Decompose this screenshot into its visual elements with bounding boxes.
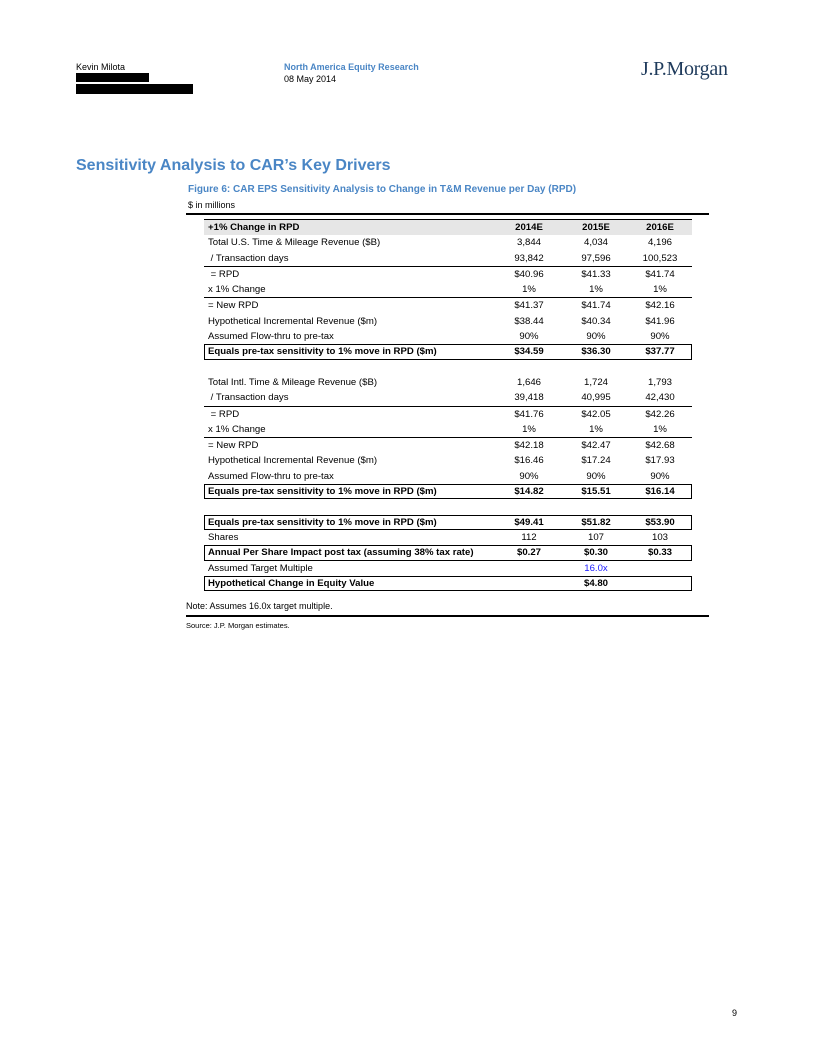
table-row: [204, 329, 692, 344]
figure-bottom-rule: [186, 615, 709, 617]
row-label: = New RPD: [208, 300, 259, 312]
cell: 1%: [653, 423, 667, 435]
table-row: [204, 469, 692, 484]
cell: 1%: [522, 423, 536, 435]
cell: $41.74: [581, 300, 611, 312]
row-label: Hypothetical Incremental Revenue ($m): [208, 455, 378, 467]
cell: $16.46: [514, 455, 544, 467]
target-multiple-input: 16.0x: [584, 562, 608, 574]
cell: 90%: [650, 331, 670, 343]
row-label: Equals pre-tax sensitivity to 1% move in RPD ($m): [208, 516, 437, 528]
sensitivity-table: [204, 219, 692, 591]
cell: $40.96: [514, 268, 544, 280]
cell: $4.80: [583, 577, 608, 589]
shares-row: [204, 530, 692, 545]
cell: 93,842: [514, 252, 544, 264]
row-label: Assumed Flow-thru to pre-tax: [208, 331, 334, 343]
cell: 1%: [522, 284, 536, 296]
research-group: North America Equity Research: [284, 62, 419, 72]
row-label: Total U.S. Time & Mileage Revenue ($B): [208, 237, 381, 249]
row-spacer: [204, 360, 692, 375]
cell: $51.82: [581, 516, 611, 528]
cell: $40.34: [581, 315, 611, 327]
table-row: [204, 406, 692, 422]
cell: $42.16: [645, 300, 675, 312]
author-name: Kevin Milota: [76, 62, 126, 72]
section-title: Sensitivity Analysis to CAR’s Key Drivers: [76, 157, 391, 174]
page-number: 9: [732, 1008, 738, 1018]
cell: 1,724: [583, 376, 608, 388]
row-label: Shares: [208, 531, 239, 543]
row-label: Assumed Flow-thru to pre-tax: [208, 470, 334, 482]
figure-title: Figure 6: CAR EPS Sensitivity Analysis to Change in T&M Revenue per Day (RPD): [188, 184, 577, 195]
row-label: Hypothetical Incremental Revenue ($m): [208, 315, 378, 327]
per-share-impact-row: [204, 545, 692, 560]
cell: 1%: [653, 284, 667, 296]
cell: 1%: [589, 284, 603, 296]
cell: 112: [521, 531, 537, 543]
cell: $42.26: [645, 408, 675, 420]
figure-top-rule: [186, 213, 709, 215]
cell: $15.51: [581, 486, 611, 498]
row-label: Equals pre-tax sensitivity to 1% move in RPD ($m): [208, 486, 437, 498]
table-row: [204, 282, 692, 297]
figure-note: Note: Assumes 16.0x target multiple.: [186, 601, 333, 611]
table-row: [204, 251, 692, 266]
table-header-row: [204, 219, 692, 235]
redacted-contact-block: [76, 73, 149, 82]
equity-value-row: [204, 576, 692, 591]
cell: $42.68: [645, 440, 675, 452]
cell: 103: [651, 531, 668, 543]
table-row: [204, 437, 692, 453]
cell: $41.37: [514, 300, 544, 312]
row-label: Hypothetical Change in Equity Value: [208, 577, 375, 589]
table-row: [204, 235, 692, 250]
row-label: x 1% Change: [208, 284, 266, 296]
cell: $42.18: [514, 440, 544, 452]
cell: $16.14: [645, 486, 675, 498]
cell: $0.30: [583, 547, 608, 559]
cell: 90%: [586, 470, 606, 482]
col-header-2014e: 2014E: [515, 222, 543, 233]
cell: $41.96: [645, 315, 675, 327]
target-multiple-row: [204, 561, 692, 576]
col-header-2016e: 2016E: [646, 222, 674, 233]
cell: $41.33: [581, 268, 611, 280]
cell: 42,430: [645, 392, 675, 404]
cell: $41.74: [645, 268, 675, 280]
cell: $0.27: [516, 547, 541, 559]
header-label: +1% Change in RPD: [208, 222, 300, 233]
cell: $37.77: [645, 346, 675, 358]
row-label: = RPD: [208, 408, 240, 420]
cell: 100,523: [642, 252, 678, 264]
table-row: [204, 453, 692, 468]
cell: 1%: [589, 423, 603, 435]
cell: $0.33: [647, 547, 672, 559]
cell: 4,196: [647, 237, 672, 249]
row-label: = RPD: [208, 268, 240, 280]
table-row: [204, 422, 692, 437]
cell: $34.59: [514, 346, 544, 358]
cell: 90%: [519, 331, 539, 343]
row-spacer: [204, 499, 692, 514]
intl-subtotal-row: [204, 484, 692, 499]
row-label: x 1% Change: [208, 423, 266, 435]
cell: 3,844: [516, 237, 541, 249]
table-row: [204, 390, 692, 405]
cell: 90%: [519, 470, 539, 482]
cell: $36.30: [581, 346, 611, 358]
cell: 1,793: [647, 376, 672, 388]
cell: $41.76: [514, 408, 544, 420]
table-row: [204, 266, 692, 282]
redacted-contact-block: [76, 84, 193, 94]
cell: $49.41: [514, 516, 544, 528]
figure-source: Source: J.P. Morgan estimates.: [186, 621, 290, 630]
cell: 90%: [586, 331, 606, 343]
row-label: / Transaction days: [208, 252, 289, 264]
us-subtotal-row: [204, 344, 692, 359]
cell: 39,418: [514, 392, 544, 404]
cell: 107: [587, 531, 604, 543]
cell: 90%: [650, 470, 670, 482]
col-header-2015e: 2015E: [582, 222, 610, 233]
total-sensitivity-row: [204, 515, 692, 530]
cell: 4,034: [583, 237, 608, 249]
cell: $17.24: [581, 455, 611, 467]
cell: $17.93: [645, 455, 675, 467]
cell: $38.44: [514, 315, 544, 327]
cell: $42.47: [581, 440, 611, 452]
cell: $53.90: [645, 516, 675, 528]
row-label: Equals pre-tax sensitivity to 1% move in RPD ($m): [208, 346, 437, 358]
row-label: Assumed Target Multiple: [208, 562, 313, 574]
cell: 1,646: [516, 376, 541, 388]
row-label: / Transaction days: [208, 392, 289, 404]
table-row: [204, 314, 692, 329]
row-label: Total Intl. Time & Mileage Revenue ($B): [208, 376, 378, 388]
cell: $14.82: [514, 486, 544, 498]
cell: 40,995: [581, 392, 611, 404]
cell: $42.05: [581, 408, 611, 420]
row-label: Annual Per Share Impact post tax (assuming 38% tax rate): [208, 547, 474, 559]
report-date: 08 May 2014: [284, 74, 337, 84]
row-label: = New RPD: [208, 440, 259, 452]
table-row: [204, 297, 692, 313]
figure-units: $ in millions: [188, 200, 236, 210]
table-row: [204, 375, 692, 390]
jpmorgan-logo: J.P.Morgan: [641, 58, 728, 80]
cell: 97,596: [581, 252, 611, 264]
